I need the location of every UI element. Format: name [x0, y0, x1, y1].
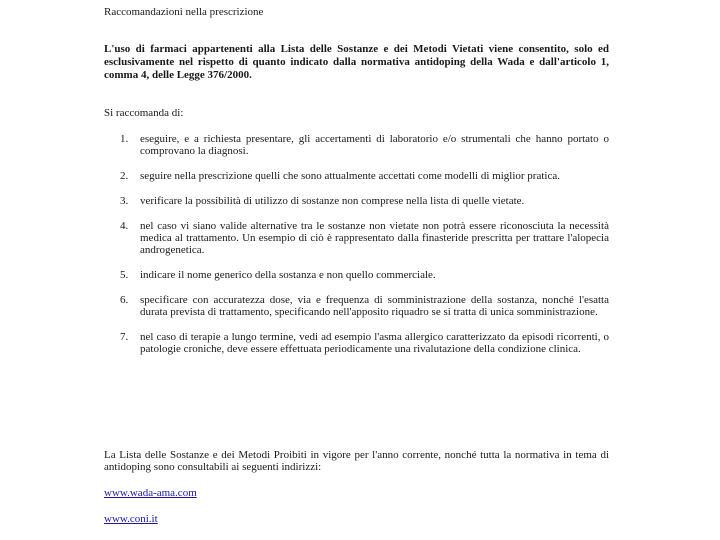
- item-number: 1.: [120, 133, 129, 145]
- item-text: nel caso di terapie a lungo termine, vedi ad esempio l'asma allergico caratterizzato da episodi ricorrenti, o patologie croniche, deve essere effettuata periodicamente una rivalutazione della condizione clinica.: [140, 331, 609, 355]
- item-text: seguire nella prescrizione quelli che sono attualmente accettati come modelli di miglior pratica.: [140, 170, 560, 182]
- recommendation-item: [104, 195, 609, 207]
- recommendations-list: [104, 133, 609, 368]
- item-number: 3.: [120, 195, 129, 207]
- recommendation-item: [104, 269, 609, 281]
- item-text: nel caso vi siano valide alternative tra le sostanze non vietate non potrà essere riconosciuta la necessità medica al trattamento. Un esempio di ciò è rappresentato dalla finasteride prescritta per trattare l'alopecia androgenetica.: [140, 220, 609, 256]
- recommendation-item: [104, 331, 609, 355]
- recommendation-item: [104, 170, 609, 182]
- item-text: verificare la possibilità di utilizzo di sostanze non comprese nella lista di quelle vietate.: [140, 195, 525, 207]
- item-text: specificare con accuratezza dose, via e frequenza di somministrazione della sostanza, nonché l'esatta durata prevista di trattamento, specificando nell'apposito riquadro se si tratta di unica somministrazione.: [140, 294, 609, 318]
- item-number: 4.: [120, 220, 129, 232]
- recommendation-item: [104, 220, 609, 256]
- item-text: eseguire, e a richiesta presentare, gli accertamenti di laboratorio e/o strumentali che hanno portato o comprovano la diagnosi.: [140, 133, 609, 157]
- recommendation-item: [104, 133, 609, 157]
- wada-link[interactable]: www.wada-ama.com: [104, 487, 197, 499]
- item-number: 6.: [120, 294, 129, 306]
- lead-paragraph: L'uso di farmaci appartenenti alla Lista delle Sostanze e dei Metodi Vietati viene consentito, solo ed esclusivamente nel rispetto di quanto indicato dalla normativa antidoping della Wada e dall'articolo 1, comma 4, delle Legge 376/2000.: [104, 43, 609, 81]
- document-heading: Raccomandazioni nella prescrizione: [104, 6, 264, 18]
- item-number: 7.: [120, 331, 129, 343]
- recommendation-item: [104, 294, 609, 318]
- footer-paragraph: La Lista delle Sostanze e dei Metodi Proibiti in vigore per l'anno corrente, nonché tutta la normativa in tema di antidoping sono consultabili ai seguenti indirizzi:: [104, 449, 609, 473]
- item-text: indicare il nome generico della sostanza e non quello commerciale.: [140, 269, 436, 281]
- item-number: 5.: [120, 269, 129, 281]
- coni-link[interactable]: www.coni.it: [104, 513, 158, 525]
- recommendations-intro: Si raccomanda di:: [104, 107, 184, 119]
- item-number: 2.: [120, 170, 129, 182]
